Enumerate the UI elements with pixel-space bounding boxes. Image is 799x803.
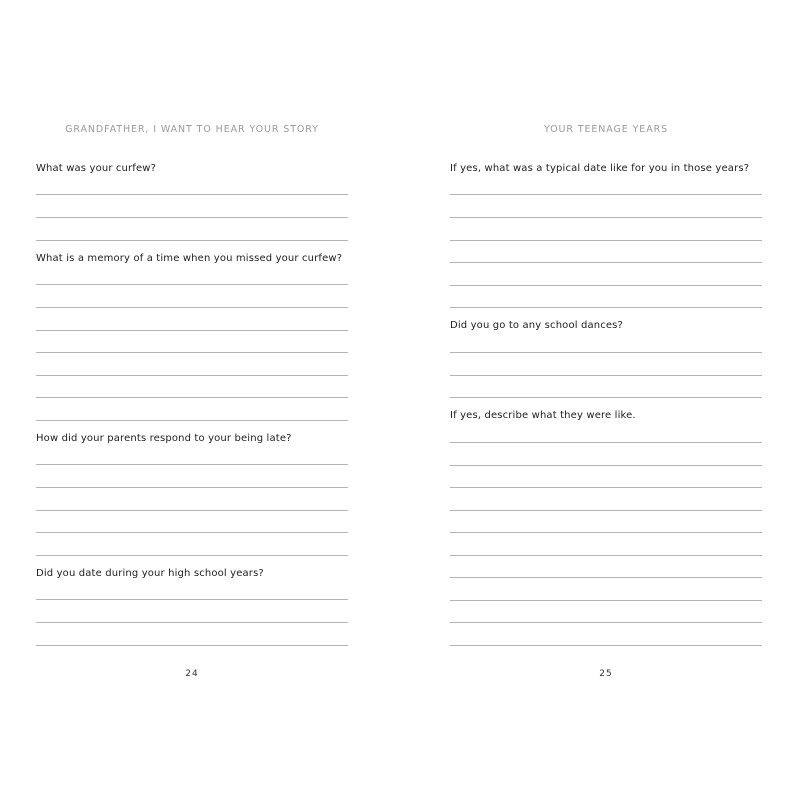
question-parents-response: How did your parents respond to your being late? bbox=[36, 433, 292, 444]
answer-line[interactable] bbox=[36, 487, 348, 488]
answer-line[interactable] bbox=[450, 645, 762, 646]
answer-line[interactable] bbox=[450, 285, 762, 286]
answer-line[interactable] bbox=[36, 352, 348, 353]
answer-line[interactable] bbox=[450, 532, 762, 533]
answer-line[interactable] bbox=[36, 510, 348, 511]
answer-line[interactable] bbox=[450, 487, 762, 488]
answer-line[interactable] bbox=[450, 262, 762, 263]
answer-line[interactable] bbox=[450, 397, 762, 398]
question-describe-dances: If yes, describe what they were like. bbox=[450, 410, 636, 421]
question-school-dances: Did you go to any school dances? bbox=[450, 320, 624, 331]
answer-line[interactable] bbox=[450, 600, 762, 601]
answer-line[interactable] bbox=[450, 352, 762, 353]
answer-line[interactable] bbox=[450, 375, 762, 376]
answer-line[interactable] bbox=[36, 555, 348, 556]
question-typical-date: If yes, what was a typical date like for you in those years? bbox=[450, 163, 750, 174]
answer-line[interactable] bbox=[36, 240, 348, 241]
answer-line[interactable] bbox=[36, 217, 348, 218]
answer-line[interactable] bbox=[450, 510, 762, 511]
answer-line[interactable] bbox=[450, 442, 762, 443]
running-head: GRANDFATHER, I WANT TO HEAR YOUR STORY bbox=[65, 124, 319, 135]
answer-line[interactable] bbox=[36, 330, 348, 331]
answer-line[interactable] bbox=[450, 217, 762, 218]
answer-line[interactable] bbox=[450, 240, 762, 241]
answer-line[interactable] bbox=[450, 194, 762, 195]
answer-line[interactable] bbox=[36, 284, 348, 285]
answer-line[interactable] bbox=[36, 599, 348, 600]
answer-line[interactable] bbox=[36, 307, 348, 308]
answer-line[interactable] bbox=[450, 577, 762, 578]
question-curfew: What was your curfew? bbox=[36, 163, 157, 174]
answer-line[interactable] bbox=[450, 555, 762, 556]
answer-line[interactable] bbox=[36, 397, 348, 398]
answer-line[interactable] bbox=[450, 465, 762, 466]
answer-line[interactable] bbox=[36, 532, 348, 533]
answer-line[interactable] bbox=[36, 645, 348, 646]
right-page bbox=[450, 0, 762, 803]
answer-line[interactable] bbox=[36, 464, 348, 465]
answer-line[interactable] bbox=[36, 622, 348, 623]
answer-line[interactable] bbox=[450, 307, 762, 308]
answer-line[interactable] bbox=[36, 194, 348, 195]
question-dating: Did you date during your high school years? bbox=[36, 568, 264, 579]
running-head: YOUR TEENAGE YEARS bbox=[543, 124, 669, 135]
answer-line[interactable] bbox=[36, 420, 348, 421]
page-number: 25 bbox=[599, 669, 613, 679]
answer-line[interactable] bbox=[450, 622, 762, 623]
answer-line[interactable] bbox=[36, 375, 348, 376]
page-number: 24 bbox=[185, 669, 199, 679]
question-missed-curfew: What is a memory of a time when you missed your curfew? bbox=[36, 253, 343, 264]
left-page bbox=[36, 0, 348, 803]
